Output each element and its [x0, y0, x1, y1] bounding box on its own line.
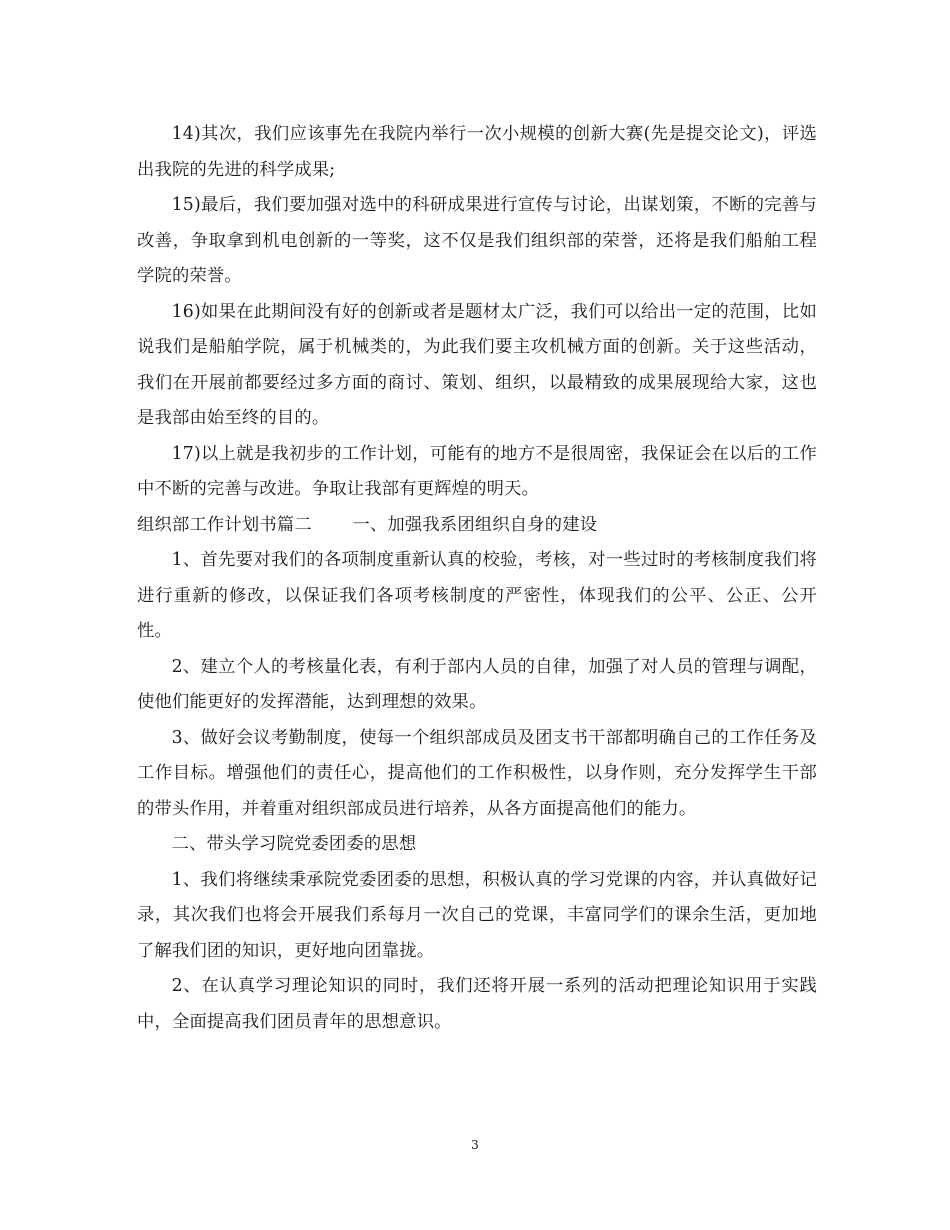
paragraph-14: 14)其次，我们应该事先在我院内举行一次小规模的创新大赛(先是提交论文)，评选出我院的先进的科学成果;	[137, 124, 817, 180]
paragraph-15: 15)最后，我们要加强对选中的科研成果进行宣传与讨论，出谋划策，不断的完善与改善，争取拿到机电创新的一等奖，这不仅是我们组织部的荣誉，还将是我们船舶工程学院的荣誉。	[137, 195, 817, 286]
paragraph-16: 16)如果在此期间没有好的创新或者是题材太广泛，我们可以给出一定的范围，比如说我们是船舶学院，属于机械类的，为此我们要主攻机械方面的创新。关于这些活动，我们在开展前都要经过多方面的商讨、策划、组织，以最精致的成果展现给大家，这也是我部由始至终的目的。	[137, 301, 817, 428]
paragraph-17: 17)以上就是我初步的工作计划，可能有的地方不是很周密，我保证会在以后的工作中不断的完善与改进。争取让我部有更辉煌的明天。	[137, 443, 817, 499]
paragraph-study-1: 1、我们将继续秉承院党委团委的思想，积极认真的学习党课的内容，并认真做好记录，其次我们也将会开展我们系每月一次自己的党课，丰富同学们的课余生活，更加地了解我们团的知识，更好地向团靠拢。	[137, 869, 817, 961]
page-number: 3	[471, 1138, 479, 1152]
paragraph-item-3: 3、做好会议考勤制度，使每一个组织部成员及团支书干部都明确自己的工作任务及工作目标。增强他们的责任心，提高他们的工作积极性，以身作则，充分发挥学生干部的带头作用，并着重对组织部成员进行培养，从各方面提高他们的能力。	[137, 727, 817, 819]
paragraph-item-2: 2、建立个人的考核量化表，有利于部内人员的自律，加强了对人员的管理与调配，使他们能更好的发挥潜能，达到理想的效果。	[137, 656, 817, 712]
paragraph-study-2: 2、在认真学习理论知识的同时，我们还将开展一系列的活动把理论知识用于实践中，全面提高我们团员青年的思想意识。	[137, 976, 817, 1032]
section-heading-plan-2: 组织部工作计划书篇二 一、加强我系团组织自身的建设	[137, 514, 598, 535]
section-heading-2: 二、带头学习院党委团委的思想	[171, 834, 417, 854]
document-body	[137, 117, 817, 1040]
paragraph-item-1: 1、首先要对我们的各项制度重新认真的校验，考核，对一些过时的考核制度我们将进行重新的修改，以保证我们各项考核制度的严密性，体现我们的公平、公正、公开性。	[137, 550, 817, 641]
